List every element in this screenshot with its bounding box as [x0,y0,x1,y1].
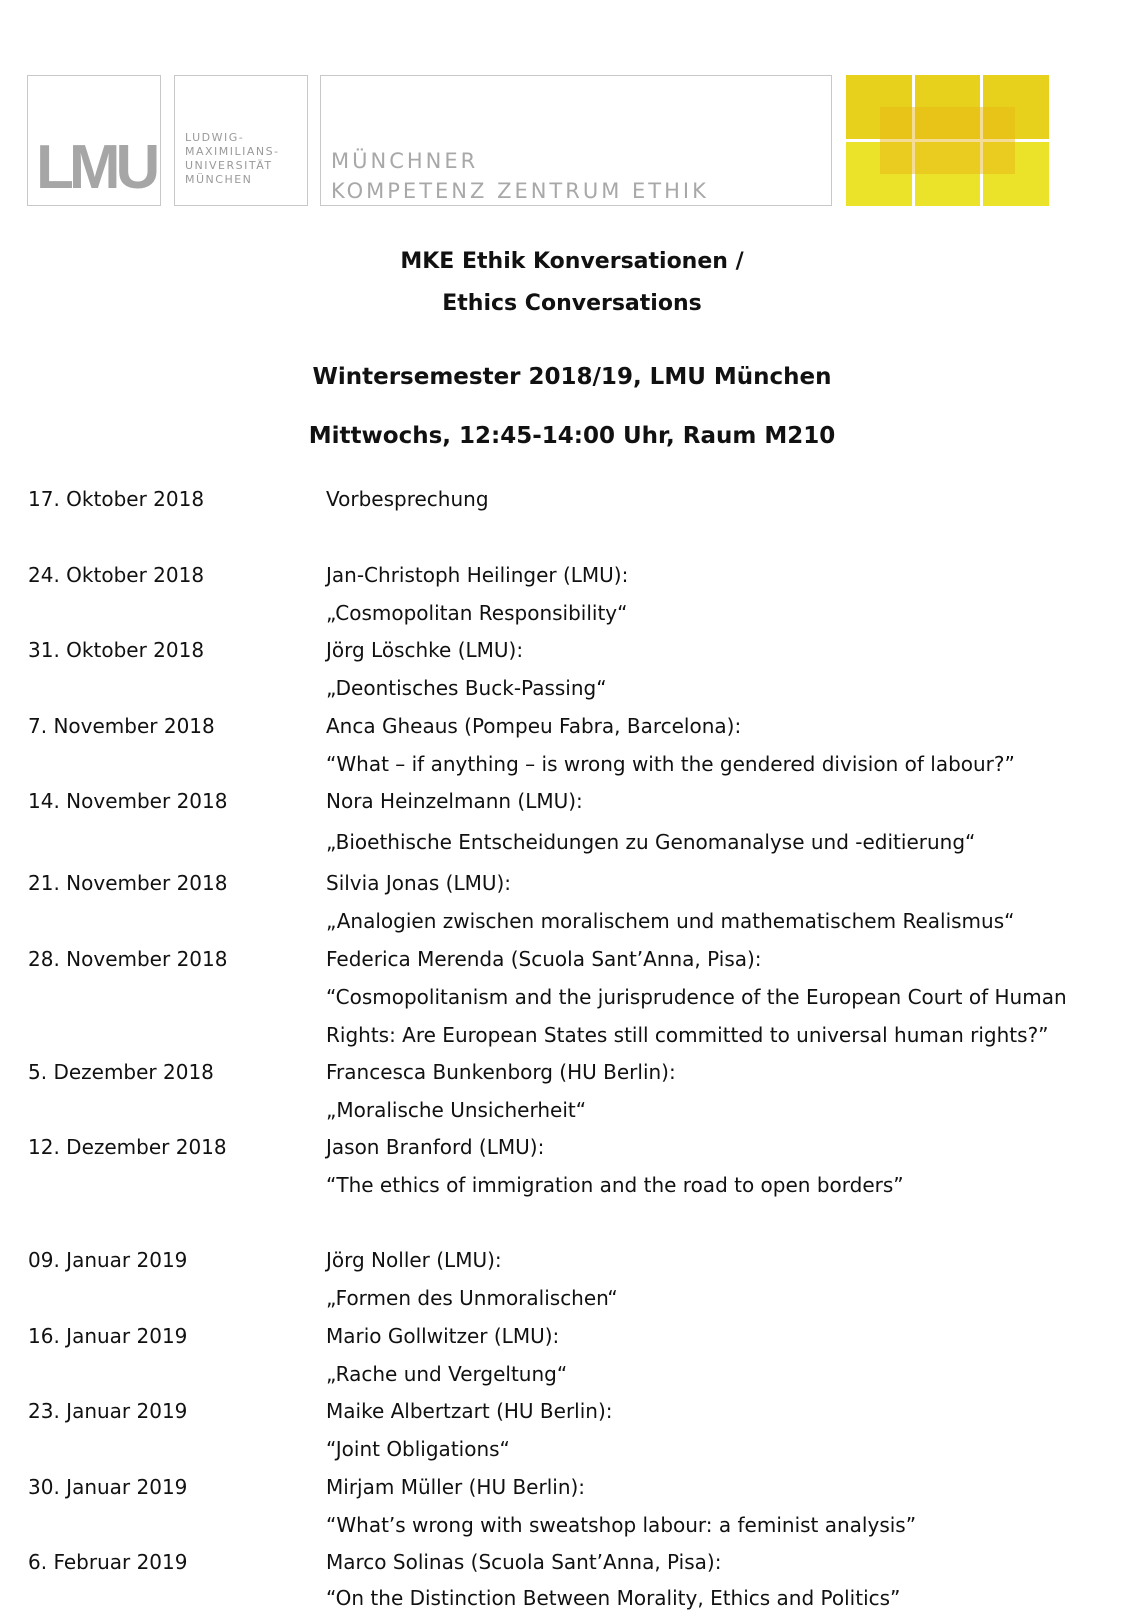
event-row [0,713,1144,776]
event-talk-title: „Rache und Vergeltung“ [326,1362,568,1386]
lmu-logo-text: LMU [36,133,156,202]
event-row [0,1247,1144,1310]
university-name-logo [174,75,308,206]
event-speaker: Francesca Bunkenborg (HU Berlin): [326,1060,676,1084]
event-speaker: Jason Branford (LMU): [326,1135,545,1159]
grid-cell [915,75,981,139]
event-row [0,788,1144,854]
event-speaker: Maike Albertzart (HU Berlin): [326,1399,613,1423]
event-talk-title: “What – if anything – is wrong with the gendered division of labour?” [326,752,1015,776]
university-line: UNIVERSITÄT [185,159,273,172]
event-date: 12. Dezember 2018 [28,1135,227,1159]
event-row [0,1323,1144,1386]
university-line: MÜNCHEN [185,173,253,186]
mke-logo-lines [331,146,709,206]
event-speaker: Jörg Löschke (LMU): [326,638,524,662]
page-title-line-2: Ethics Conversations [442,291,702,316]
event-date: 6. Februar 2019 [28,1550,188,1574]
event-talk-title: „Deontisches Buck-Passing“ [326,676,607,700]
event-speaker: Mirjam Müller (HU Berlin): [326,1475,586,1499]
event-talk-title: Rights: Are European States still committed to universal human rights?” [326,1023,1049,1047]
mke-logo [320,75,832,206]
grid-cell [915,142,981,206]
event-talk-title: „Formen des Unmoralischen“ [326,1286,618,1310]
university-line: MAXIMILIANS- [185,145,280,158]
event-row [0,562,1144,625]
schedule-heading: Mittwochs, 12:45-14:00 Uhr, Raum M210 [308,423,836,449]
grid-cell [846,142,912,206]
event-speaker: Mario Gollwitzer (LMU): [326,1324,560,1348]
event-date: 24. Oktober 2018 [28,563,205,587]
event-speaker: Jan-Christoph Heilinger (LMU): [326,563,629,587]
event-date: 21. November 2018 [28,871,228,895]
semester-heading: Wintersemester 2018/19, LMU München [312,364,832,390]
event-talk-title: „Cosmopolitan Responsibility“ [326,601,628,625]
mke-line: MÜNCHNER [331,149,479,173]
university-name-lines [185,131,280,187]
event-speaker: Marco Solinas (Scuola Sant’Anna, Pisa): [326,1550,722,1574]
event-date: 28. November 2018 [28,947,228,971]
event-talk-title: „Bioethische Entscheidungen zu Genomanalyse und -editierung“ [326,830,976,854]
event-date: 5. Dezember 2018 [28,1060,214,1084]
grid-cell [983,142,1049,206]
event-row [0,637,1144,700]
event-talk-title: „Analogien zwischen moralischem und mathematischem Realismus“ [326,909,1015,933]
event-row [0,870,1144,933]
event-speaker: Federica Merenda (Scuola Sant’Anna, Pisa): [326,947,762,971]
event-date: 23. Januar 2019 [28,1399,188,1423]
event-talk-title: “On the Distinction Between Morality, Ethics and Politics” [326,1586,901,1610]
event-speaker: Anca Gheaus (Pompeu Fabra, Barcelona): [326,714,742,738]
lmu-logo [27,75,161,206]
event-date: 31. Oktober 2018 [28,638,205,662]
event-row [0,1059,1144,1122]
event-date: 30. Januar 2019 [28,1475,188,1499]
event-date: 09. Januar 2019 [28,1248,188,1272]
event-row [0,1398,1144,1461]
event-row [0,486,1144,526]
event-talk-title: „Moralische Unsicherheit“ [326,1098,587,1122]
event-talk-title: “Cosmopolitanism and the jurisprudence of the European Court of Human [326,985,1067,1009]
event-row [0,1474,1144,1537]
event-talk-title: “Joint Obligations“ [326,1437,510,1461]
event-row [0,1549,1144,1610]
yellow-grid-logo [846,75,1049,206]
university-line: LUDWIG- [185,131,245,144]
page-title-line-1: MKE Ethik Konversationen / [400,249,744,274]
event-talk-title: “The ethics of immigration and the road to open borders” [326,1173,904,1197]
event-speaker: Vorbesprechung [326,487,489,511]
event-date: 17. Oktober 2018 [28,487,205,511]
grid-cell [983,75,1049,139]
event-speaker: Nora Heinzelmann (LMU): [326,789,583,813]
grid-cell [846,75,912,139]
event-speaker: Silvia Jonas (LMU): [326,871,512,895]
event-talk-title: “What’s wrong with sweatshop labour: a feminist analysis” [326,1513,917,1537]
event-date: 14. November 2018 [28,789,228,813]
event-date: 16. Januar 2019 [28,1324,188,1348]
mke-line: KOMPETENZ ZENTRUM ETHIK [331,179,709,203]
event-row [0,946,1144,1047]
event-date: 7. November 2018 [28,714,215,738]
event-row [0,1134,1144,1197]
event-speaker: Jörg Noller (LMU): [326,1248,502,1272]
